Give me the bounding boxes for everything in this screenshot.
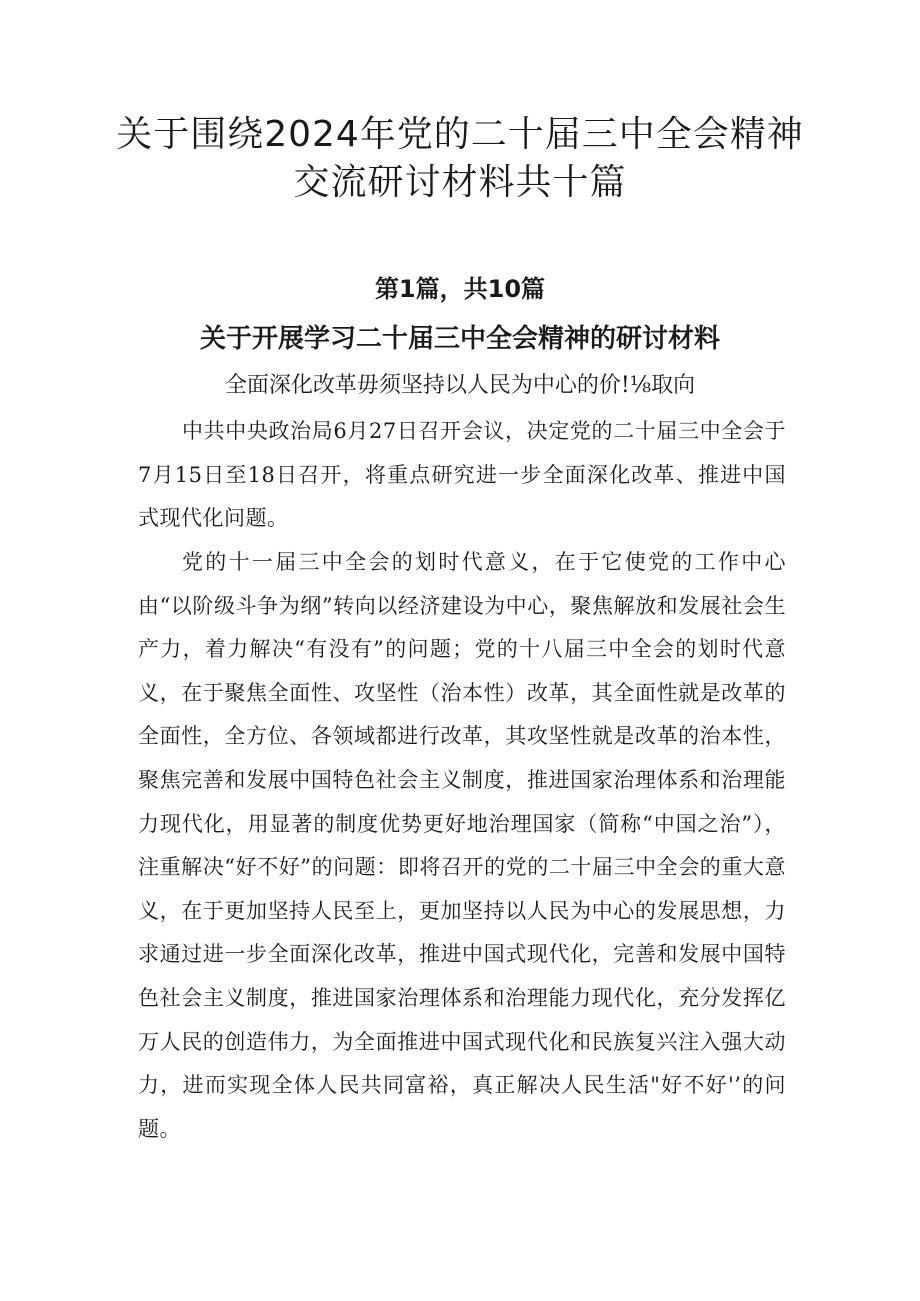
article-subtitle: 全面深化改革毋须坚持以人民为中心的价!⅛取向 xyxy=(224,373,696,398)
article-title: 关于开展学习二十届三中全会精神的研讨材料 xyxy=(199,324,720,354)
document-title-line-1: 关于围绕2024年党的二十届三中全会精神 xyxy=(116,114,804,155)
body-paragraph-1: 中共中央政治局6月27日召开会议，决定党的二十届三中全会于7月15日至18日召开，将重点研究进一步全面深化改革、推进中国式现代化问题。 xyxy=(138,419,786,531)
body-paragraph-2: 党的十一届三中全会的划时代意义，在于它使党的工作中心由“以阶级斗争为纲”转向以经济建设为中心，聚焦解放和发展社会生产力，着力解决“有没有”的问题；党的十八届三中全会的划时代意义，在于聚焦全面性、攻坚性（治本性）改革，其全面性就是改革的全面性，全方位、各领域都进行改革，其攻坚性就是改革的治本性，聚焦完善和发展中国特色社会主义制度，推进国家治理体系和治理能力现代化，用显著的制度优势更好地治理国家（简称“中国之治”），注重解决“好不好”的问题：即将召开的党的二十届三中全会的重大意义，在于更加坚持人民至上，更加坚持以人民为中心的发展思想，力求通过进一步全面深化改革，推进中国式现代化，完善和发展中国特色社会主义制度，推进国家治理体系和治理能力现代化，充分发挥亿万人民的创造伟力，为全面推进中国式现代化和民族复兴注入强大动力，进而实现全体人民共同富裕，真正解决人民生活"好不好'’的问题。 xyxy=(138,550,786,1141)
document-title-line-2: 交流研讨材料共十篇 xyxy=(293,162,627,203)
part-label: 第1篇，共10篇 xyxy=(374,275,546,303)
